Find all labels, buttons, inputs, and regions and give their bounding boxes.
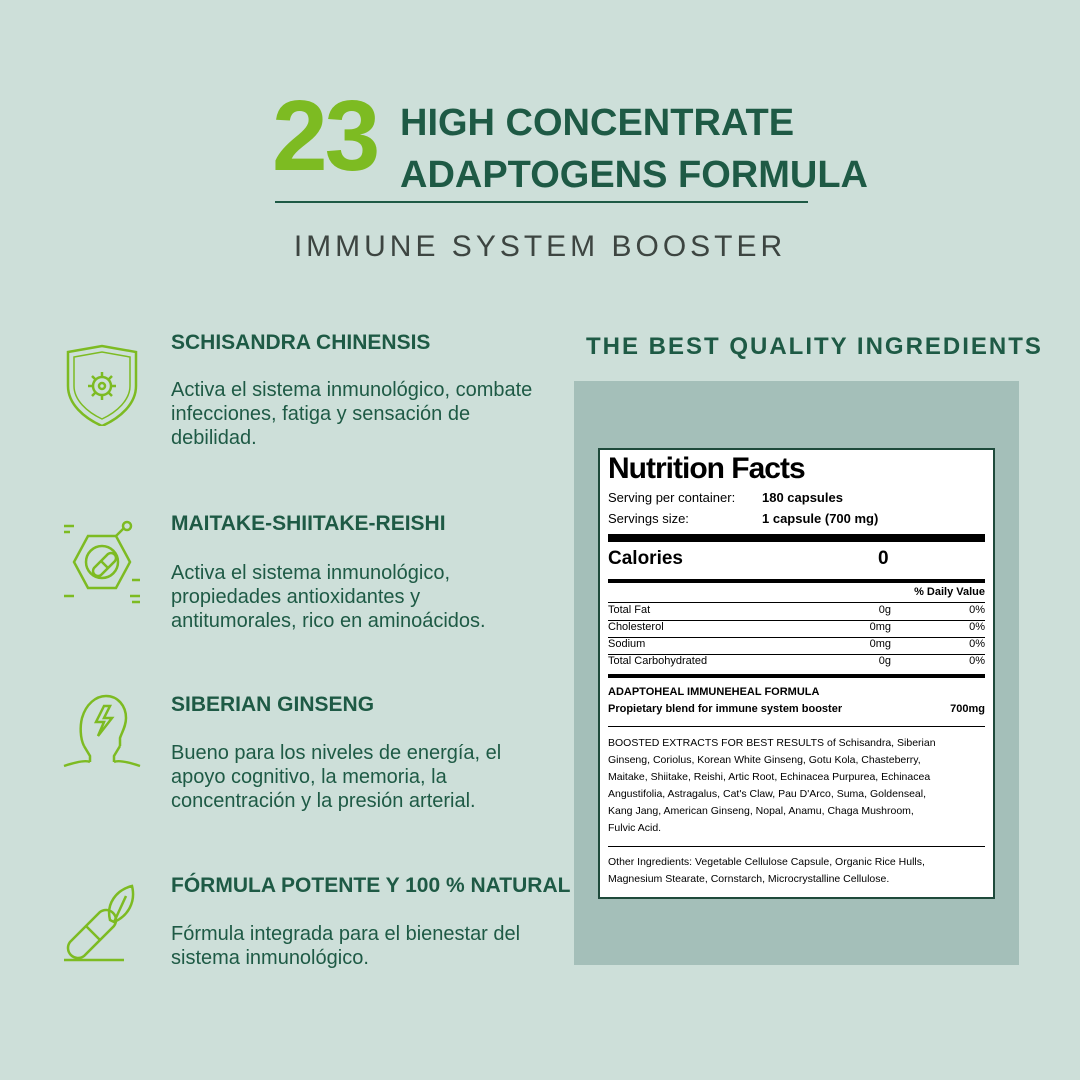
- subtitle: IMMUNE SYSTEM BOOSTER: [293, 230, 787, 263]
- feature-title: FÓRMULA POTENTE Y 100 % NATURAL: [171, 874, 571, 897]
- nutrient-row: [608, 621, 985, 633]
- divider: [608, 602, 985, 603]
- feature-title: SCHISANDRA CHINENSIS: [171, 331, 431, 354]
- divider: [608, 726, 985, 727]
- extracts-line: Maitake, Shiitake, Reishi, Artic Root, Echinacea Purpurea, Echinacea: [608, 771, 931, 783]
- other-ingredients-line: Magnesium Stearate, Cornstarch, Microcrystalline Cellulose.: [608, 873, 890, 885]
- hero-title-line-1: HIGH CONCENTRATE: [400, 102, 795, 144]
- serving-size-value: 1 capsule (700 mg): [762, 511, 879, 526]
- nutrient-name: Sodium: [608, 638, 646, 650]
- extracts-line: Angustifolia, Astragalus, Cat's Claw, Pau D'Arco, Suma, Goldenseal,: [608, 788, 926, 800]
- divider: [608, 674, 985, 678]
- hero-title-line-2: ADAPTOGENS FORMULA: [400, 154, 868, 196]
- nutrient-row: [608, 604, 985, 616]
- nutrition-title: Nutrition Facts: [608, 452, 805, 485]
- shield-virus-icon: [60, 342, 144, 426]
- feature-description: Bueno para los niveles de energía, el apoyo cognitivo, la memoria, la concentración y la presión arterial.: [171, 742, 502, 812]
- feature-title: MAITAKE-SHIITAKE-REISHI: [171, 512, 446, 535]
- calories-value: 0: [878, 548, 889, 569]
- nutrient-row: [608, 638, 985, 650]
- nutrient-daily-value: 0%: [969, 655, 985, 667]
- quality-heading: THE BEST QUALITY INGREDIENTS: [586, 333, 1043, 360]
- serving-size-row: [608, 511, 985, 526]
- divider: [608, 534, 985, 542]
- divider: [608, 579, 985, 583]
- nutrient-name: Total Carbohydrated: [608, 655, 708, 667]
- extracts-text: [608, 735, 985, 837]
- nutrient-daily-value: 0%: [969, 638, 985, 650]
- feature-description: Activa el sistema inmunológico, combate infecciones, fatiga y sensación de debilidad.: [171, 379, 533, 449]
- feature-description: Activa el sistema inmunológico, propiedades antioxidantes y antitumorales, rico en aminoácidos.: [171, 562, 486, 632]
- nutrient-daily-value: 0%: [969, 604, 985, 616]
- head-energy-icon: [60, 690, 144, 774]
- nutrient-name: Cholesterol: [608, 621, 664, 633]
- calories-row: [608, 548, 985, 570]
- blend-row: [608, 703, 985, 715]
- serving-size-label: Servings size:: [608, 511, 689, 526]
- feature-description: Fórmula integrada para el bienestar del sistema inmunológico.: [171, 923, 521, 969]
- nutrient-name: Total Fat: [608, 604, 651, 616]
- daily-value-header: % Daily Value: [914, 586, 985, 598]
- divider: [608, 846, 985, 847]
- blend-amount: 700mg: [950, 703, 985, 715]
- formula-name: ADAPTOHEAL IMMUNEHEAL FORMULA: [608, 686, 820, 698]
- hero-number: 23: [272, 80, 378, 192]
- serving-container-label: Serving per container:: [608, 490, 736, 505]
- feature-title: SIBERIAN GINSENG: [171, 693, 375, 716]
- molecule-capsule-icon: [60, 520, 144, 604]
- extracts-line: Ginseng, Coriolus, Korean White Ginseng, Gotu Kola, Chasteberry,: [608, 754, 921, 766]
- nutrient-row: [608, 655, 985, 667]
- nutrient-amount: 0mg: [869, 621, 891, 633]
- title-divider: [275, 201, 808, 203]
- nutrient-amount: 0g: [878, 655, 891, 667]
- serving-container-value: 180 capsules: [762, 490, 843, 505]
- extracts-line: Fulvic Acid.: [608, 822, 662, 834]
- calories-label: Calories: [608, 548, 683, 569]
- extracts-line: BOOSTED EXTRACTS FOR BEST RESULTS of Schisandra, Siberian: [608, 737, 936, 749]
- other-ingredients-line: Other Ingredients: Vegetable Cellulose Capsule, Organic Rice Hulls,: [608, 856, 925, 868]
- nutrition-facts-label: [598, 448, 995, 899]
- other-ingredients: [608, 854, 985, 888]
- nutrient-amount: 0g: [878, 604, 891, 616]
- serving-container-row: [608, 490, 985, 505]
- extracts-line: Kang Jang, American Ginseng, Nopal, Anamu, Chaga Mushroom,: [608, 805, 914, 817]
- capsule-leaf-icon: [60, 880, 144, 964]
- nutrient-daily-value: 0%: [969, 621, 985, 633]
- nutrient-amount: 0mg: [869, 638, 891, 650]
- blend-label: Propietary blend for immune system booster: [608, 703, 843, 715]
